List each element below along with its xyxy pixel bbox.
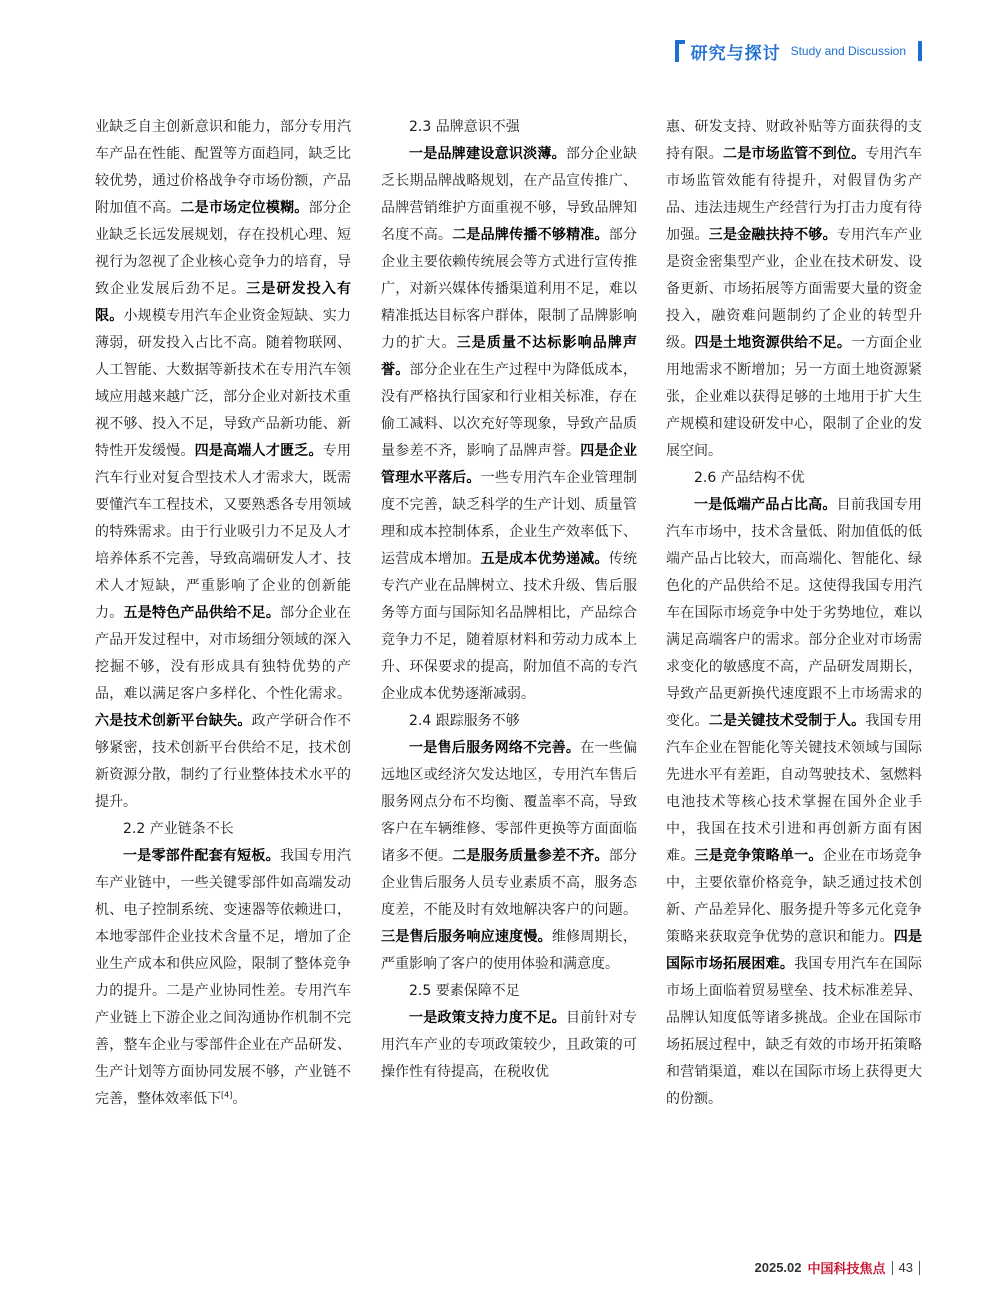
bold-lead: 四是企业管理水平落后。	[381, 443, 638, 486]
bold-lead: 三是售后服务响应速度慢。	[381, 929, 552, 945]
paragraph	[381, 735, 637, 978]
text: 专用汽车产业是资金密集型产业，企业在技术研发、设备更新、市场拓展等方面需要大量的资金投入，融资难问题制约了企业的转型升级。	[666, 227, 923, 351]
text: 部分企业售后服务人员专业素质不高，服务态度差，不能及时有效地解决客户的问题。	[381, 848, 638, 918]
column-1	[95, 114, 351, 1113]
header-bar-icon	[918, 41, 922, 61]
text: 一些专用汽车企业管理制度不完善，缺乏科学的生产计划、质量管理和成本控制体系，企业生产效率低下、运营成本增加。	[381, 470, 638, 567]
bold-lead: 一是低端产品占比高。	[694, 497, 837, 513]
subsection-heading: 2.2 产业链条不长	[123, 821, 234, 837]
text: 企业在市场竞争中，主要依靠价格竞争，缺乏通过技术创新、产品差异化、服务提升等多元化竞争策略来获取竞争优势的意识和能力。	[666, 848, 923, 945]
bold-lead: 二是品牌传播不够精准。	[452, 227, 609, 243]
text: 目前我国专用汽车市场中，技术含量低、附加值低的低端产品占比较大，而高端化、智能化、绿色化的产品供给不足。这使得我国专用汽车在国际市场竞争中处于劣势地位，难以满足高端客户的需求。部分企业对市场需求变化的敏感度不高，产品研发周期长，导致产品更新换代速度跟不上市场需求的变化。	[666, 497, 923, 729]
bold-lead: 一是品牌建设意识淡薄。	[409, 146, 566, 162]
bold-lead: 四是高端人才匮乏。	[194, 443, 323, 459]
bold-lead: 一是零部件配套有短板。	[123, 848, 280, 864]
bold-lead: 二是市场定位模糊。	[180, 200, 309, 216]
text: 。	[232, 1091, 247, 1107]
section-title-cn: 研究与探讨	[690, 43, 781, 64]
bold-lead: 二是关键技术受制于人。	[708, 713, 866, 729]
subsection-heading: 2.4 跟踪服务不够	[409, 713, 520, 729]
bold-lead: 三是研发投入有限。	[95, 281, 351, 324]
text: 在一些偏远地区或经济欠发达地区，专用汽车售后服务网点分布不均衡、覆盖率不高，导致客户在车辆维修、零部件更换等方面面临诸多不便。	[381, 740, 638, 864]
subsection-heading: 2.5 要素保障不足	[409, 983, 520, 999]
issue-date: 2025.02	[754, 1260, 802, 1275]
bold-lead: 二是服务质量参差不齐。	[452, 848, 609, 864]
text: 我国专用汽车企业在智能化等关键技术领域与国际先进水平有差距，自动驾驶技术、氢燃料电池技术等核心技术掌握在国外企业手中，我国在技术引进和再创新方面有困难。	[666, 713, 923, 864]
bold-lead: 三是金融扶持不够。	[708, 227, 837, 243]
text: 专用汽车行业对复合型技术人才需求大，既需要懂汽车工程技术，又要熟悉各专用领域的特殊需求。由于行业吸引力不足及人才培养体系不完善，导致高端研发人才、技术人才短缺，严重影响了企业的创新能力。	[95, 443, 352, 621]
page-number: 43	[898, 1260, 913, 1275]
text: 业缺乏自主创新意识和能力，部分专用汽车产品在性能、配置等方面趋同，缺乏比较优势，通过价格战争夺市场份额，产品附加值不高。	[95, 119, 351, 216]
text: 专用汽车市场监管效能有待提升，对假冒伪劣产品、违法违规生产经营行为打击力度有待加强。	[666, 146, 923, 243]
text: 政产学研合作不够紧密，技术创新平台供给不足，技术创新资源分散，制约了行业整体技术水平的提升。	[95, 713, 352, 810]
divider	[919, 1261, 920, 1275]
text: 我国专用汽车在国际市场上面临着贸易壁垒、技术标准差异、品牌认知度低等诸多挑战。企业在国际市场拓展过程中，缺乏有效的市场开拓策略和营销渠道，难以在国际市场上获得更大的份额。	[666, 956, 923, 1107]
bold-lead: 一是政策支持力度不足。	[409, 1010, 566, 1026]
bold-lead: 四是土地资源供给不足。	[694, 335, 852, 351]
section-title-en: Study and Discussion	[790, 44, 906, 58]
bold-lead: 五是特色产品供给不足。	[123, 605, 281, 621]
column-3	[666, 114, 922, 1113]
page-footer	[755, 1258, 920, 1277]
paragraph	[95, 843, 351, 1113]
paragraph	[95, 114, 351, 816]
bold-lead: 四是国际市场拓展困难。	[666, 929, 923, 972]
corner-bracket-icon	[675, 40, 685, 62]
paragraph	[666, 492, 922, 1113]
text: 传统专汽产业在品牌树立、技术升级、售后服务等方面与国际知名品牌相比，产品综合竞争力不足，随着原材料和劳动力成本上升、环保要求的提高，附加值不高的专汽企业成本优势逐渐减弱。	[381, 551, 638, 702]
subsection-heading: 2.6 产品结构不优	[694, 470, 805, 486]
text: 部分企业缺乏长期品牌战略规划，在产品宣传推广、品牌营销维护方面重视不够，导致品牌知名度不高。	[381, 146, 638, 243]
citation: [4]	[221, 1090, 233, 1100]
text: 一方面企业用地需求不断增加；另一方面土地资源紧张，企业难以获得足够的土地用于扩大生产规模和建设研发中心，限制了企业的发展空间。	[666, 335, 923, 459]
paragraph	[381, 141, 637, 708]
text: 部分企业缺乏长远发展规划，存在投机心理、短视行为忽视了企业核心竞争力的培育，导致企业发展后劲不足。	[95, 200, 352, 297]
text: 部分企业在生产过程中为降低成本，没有严格执行国家和行业相关标准，存在偷工减料、以次充好等现象，导致产品质量参差不齐，影响了品牌声誉。	[381, 362, 638, 459]
bold-lead: 六是技术创新平台缺失。	[95, 713, 252, 729]
bold-lead: 一是售后服务网络不完善。	[409, 740, 581, 756]
text: 我国专用汽车产业链中，一些关键零部件如高端发动机、电子控制系统、变速器等依赖进口，本地零部件企业技术含量不足，增加了企业生产成本和供应风险，限制了整体竞争力的提升。二是产业协同性差。专用汽车产业链上下游企业之间沟通协作机制不完善，整车企业与零部件企业在产品研发、生产计划等方面协同发展不够，产业链不完善，整体效率低下	[95, 848, 352, 1107]
subsection-heading: 2.3 品牌意识不强	[409, 119, 520, 135]
text: 部分企业在产品开发过程中，对市场细分领域的深入挖掘不够，没有形成具有独特优势的产品，难以满足客户多样化、个性化需求。	[95, 605, 352, 702]
paragraph	[381, 1005, 637, 1086]
text: 惠、研发支持、财政补贴等方面获得的支持有限。	[666, 119, 922, 162]
bold-lead: 五是成本优势递减。	[480, 551, 609, 567]
section-header	[675, 38, 922, 64]
paragraph	[666, 114, 922, 465]
journal-name: 中国科技焦点	[807, 1262, 886, 1277]
text: 小规模专用汽车企业资金短缺、实力薄弱，研发投入占比不高。随着物联网、人工智能、大数据等新技术在专用汽车领域应用越来越广泛，部分企业对新技术重视不够、投入不足，导致产品新功能、新特性开发缓慢。	[95, 308, 352, 459]
column-2	[381, 114, 637, 1086]
bold-lead: 三是竞争策略单一。	[694, 848, 823, 864]
text: 目前针对专用汽车产业的专项政策较少，且政策的可操作性有待提高，在税收优	[381, 1010, 638, 1080]
divider	[892, 1261, 893, 1275]
text: 维修周期长，严重影响了客户的使用体验和满意度。	[381, 929, 638, 972]
bold-lead: 二是市场监管不到位。	[722, 146, 866, 162]
text: 部分企业主要依赖传统展会等方式进行宣传推广，对新兴媒体传播渠道利用不足，难以精准抵达目标客户群体，限制了品牌影响力的扩大。	[381, 227, 638, 351]
bold-lead: 三是质量不达标影响品牌声誉。	[381, 335, 637, 378]
